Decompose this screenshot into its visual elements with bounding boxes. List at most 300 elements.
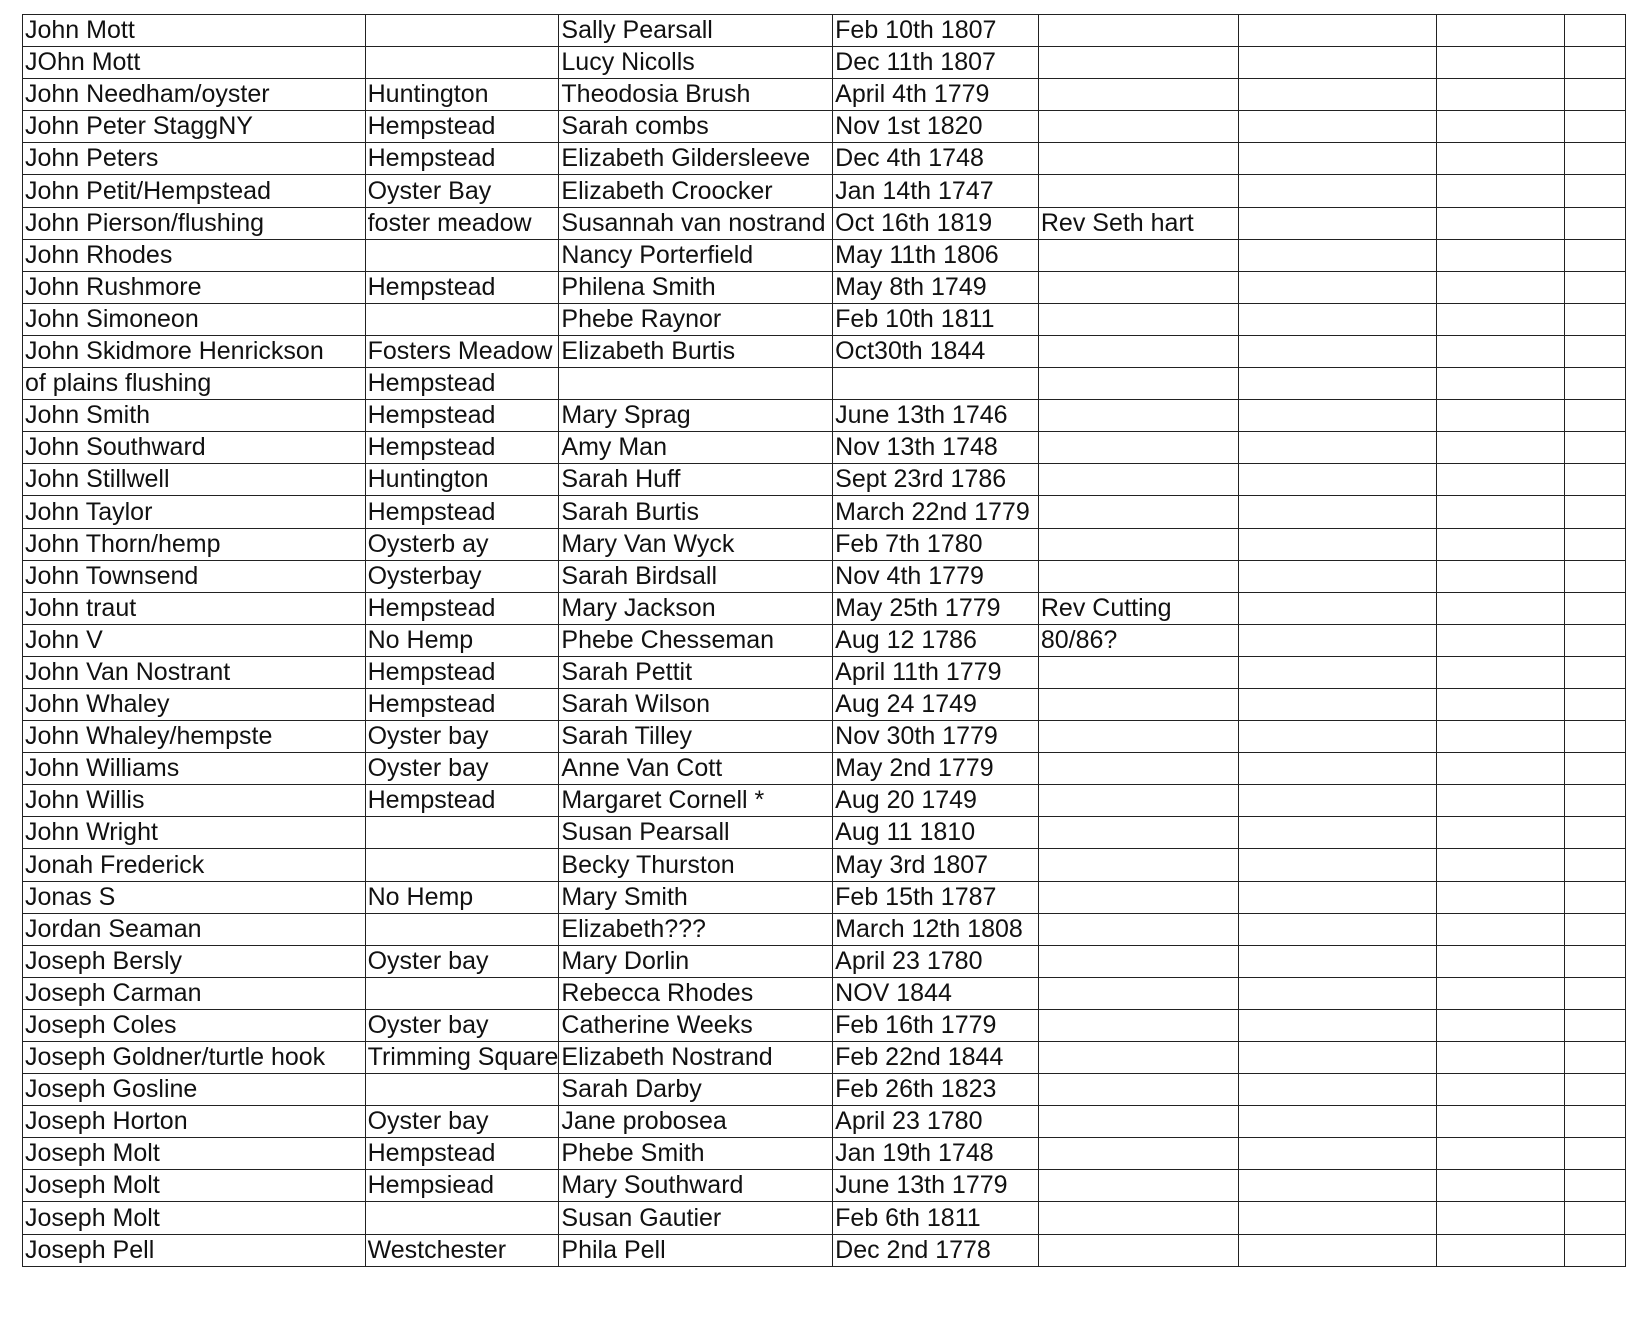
cell-note: [1038, 175, 1238, 207]
cell-extra-2: [1437, 239, 1565, 271]
cell-extra-1: [1239, 945, 1437, 977]
cell-extra-3: [1564, 945, 1625, 977]
cell-date: March 12th 1808: [833, 913, 1039, 945]
cell-spouse: Theodosia Brush: [559, 79, 833, 111]
cell-extra-3: [1564, 881, 1625, 913]
cell-extra-3: [1564, 1170, 1625, 1202]
cell-extra-3: [1564, 496, 1625, 528]
cell-note: [1038, 400, 1238, 432]
cell-extra-3: [1564, 817, 1625, 849]
cell-place: Hempstead: [365, 656, 559, 688]
cell-note: 80/86?: [1038, 624, 1238, 656]
cell-extra-1: [1239, 881, 1437, 913]
cell-extra-1: [1239, 271, 1437, 303]
cell-extra-1: [1239, 1074, 1437, 1106]
cell-extra-2: [1437, 303, 1565, 335]
cell-place: Hempstead: [365, 271, 559, 303]
cell-extra-1: [1239, 624, 1437, 656]
cell-name: Joseph Goldner/turtle hook: [23, 1042, 366, 1074]
cell-extra-1: [1239, 1009, 1437, 1041]
table-row: [23, 753, 1626, 785]
cell-extra-2: [1437, 753, 1565, 785]
cell-spouse: Elizabeth???: [559, 913, 833, 945]
cell-place: [365, 15, 559, 47]
cell-name: John traut: [23, 592, 366, 624]
table-row: [23, 143, 1626, 175]
table-row: [23, 592, 1626, 624]
cell-place: Oysterb ay: [365, 528, 559, 560]
cell-name: John Simoneon: [23, 303, 366, 335]
cell-name: John Thorn/hemp: [23, 528, 366, 560]
cell-place: foster meadow: [365, 207, 559, 239]
cell-extra-1: [1239, 79, 1437, 111]
cell-date: April 23 1780: [833, 1106, 1039, 1138]
cell-date: Feb 15th 1787: [833, 881, 1039, 913]
cell-spouse: Sarah Huff: [559, 464, 833, 496]
table-row: [23, 1234, 1626, 1266]
cell-extra-3: [1564, 239, 1625, 271]
cell-extra-3: [1564, 688, 1625, 720]
cell-place: Hempstead: [365, 143, 559, 175]
cell-extra-1: [1239, 1170, 1437, 1202]
cell-place: Oyster bay: [365, 1106, 559, 1138]
cell-name: Joseph Coles: [23, 1009, 366, 1041]
cell-name: Joseph Horton: [23, 1106, 366, 1138]
cell-place: [365, 239, 559, 271]
table-row: [23, 945, 1626, 977]
cell-spouse: Sarah combs: [559, 111, 833, 143]
cell-extra-3: [1564, 1138, 1625, 1170]
cell-name: Joseph Molt: [23, 1202, 366, 1234]
cell-extra-1: [1239, 560, 1437, 592]
cell-extra-1: [1239, 1138, 1437, 1170]
cell-name: Jonas S: [23, 881, 366, 913]
cell-date: Dec 2nd 1778: [833, 1234, 1039, 1266]
table-row: [23, 239, 1626, 271]
cell-place: Hempstead: [365, 400, 559, 432]
cell-date: Nov 13th 1748: [833, 432, 1039, 464]
cell-date: Dec 11th 1807: [833, 47, 1039, 79]
cell-spouse: Philena Smith: [559, 271, 833, 303]
cell-extra-3: [1564, 143, 1625, 175]
cell-spouse: Margaret Cornell *: [559, 785, 833, 817]
cell-note: [1038, 1234, 1238, 1266]
cell-note: [1038, 721, 1238, 753]
cell-name: John Mott: [23, 15, 366, 47]
cell-place: Hempstead: [365, 688, 559, 720]
cell-extra-3: [1564, 656, 1625, 688]
cell-name: JOhn Mott: [23, 47, 366, 79]
cell-extra-1: [1239, 303, 1437, 335]
cell-spouse: Mary Smith: [559, 881, 833, 913]
cell-note: [1038, 688, 1238, 720]
cell-extra-2: [1437, 560, 1565, 592]
table-row: [23, 368, 1626, 400]
table-row: [23, 1009, 1626, 1041]
cell-name: John Williams: [23, 753, 366, 785]
cell-extra-2: [1437, 432, 1565, 464]
cell-date: Feb 16th 1779: [833, 1009, 1039, 1041]
cell-date: April 23 1780: [833, 945, 1039, 977]
cell-note: [1038, 15, 1238, 47]
cell-place: Hempstead: [365, 111, 559, 143]
table-row: [23, 528, 1626, 560]
table-row: [23, 432, 1626, 464]
cell-place: Fosters Meadow: [365, 335, 559, 367]
cell-date: Dec 4th 1748: [833, 143, 1039, 175]
cell-place: [365, 849, 559, 881]
table-row: [23, 207, 1626, 239]
cell-extra-1: [1239, 207, 1437, 239]
cell-note: [1038, 271, 1238, 303]
cell-name: John Taylor: [23, 496, 366, 528]
cell-note: [1038, 656, 1238, 688]
cell-extra-2: [1437, 624, 1565, 656]
cell-extra-1: [1239, 817, 1437, 849]
cell-date: [833, 368, 1039, 400]
cell-note: [1038, 303, 1238, 335]
cell-note: [1038, 817, 1238, 849]
cell-name: Joseph Bersly: [23, 945, 366, 977]
cell-note: [1038, 977, 1238, 1009]
cell-date: Jan 19th 1748: [833, 1138, 1039, 1170]
cell-name: John Townsend: [23, 560, 366, 592]
cell-spouse: Elizabeth Nostrand: [559, 1042, 833, 1074]
cell-extra-1: [1239, 1042, 1437, 1074]
table-row: [23, 560, 1626, 592]
cell-place: [365, 977, 559, 1009]
cell-extra-2: [1437, 785, 1565, 817]
cell-spouse: Mary Jackson: [559, 592, 833, 624]
cell-date: Nov 1st 1820: [833, 111, 1039, 143]
cell-name: Joseph Molt: [23, 1138, 366, 1170]
cell-date: Feb 10th 1807: [833, 15, 1039, 47]
cell-place: Huntington: [365, 464, 559, 496]
cell-extra-1: [1239, 849, 1437, 881]
cell-note: [1038, 335, 1238, 367]
cell-date: May 2nd 1779: [833, 753, 1039, 785]
cell-place: [365, 1202, 559, 1234]
cell-extra-2: [1437, 207, 1565, 239]
cell-extra-3: [1564, 913, 1625, 945]
cell-extra-1: [1239, 1202, 1437, 1234]
cell-extra-2: [1437, 1202, 1565, 1234]
cell-name: John Whaley/hempste: [23, 721, 366, 753]
records-table: [22, 14, 1626, 1267]
cell-place: Hempstead: [365, 785, 559, 817]
cell-date: Nov 30th 1779: [833, 721, 1039, 753]
cell-note: [1038, 945, 1238, 977]
cell-extra-3: [1564, 1074, 1625, 1106]
table-row: [23, 464, 1626, 496]
table-row: [23, 79, 1626, 111]
table-row: [23, 1074, 1626, 1106]
cell-extra-3: [1564, 15, 1625, 47]
cell-spouse: Sarah Tilley: [559, 721, 833, 753]
table-row: [23, 721, 1626, 753]
cell-note: [1038, 1042, 1238, 1074]
cell-extra-1: [1239, 47, 1437, 79]
cell-extra-3: [1564, 1106, 1625, 1138]
cell-place: [365, 913, 559, 945]
cell-extra-1: [1239, 143, 1437, 175]
cell-extra-1: [1239, 753, 1437, 785]
cell-extra-2: [1437, 143, 1565, 175]
cell-note: [1038, 239, 1238, 271]
table-row: [23, 1138, 1626, 1170]
cell-extra-1: [1239, 432, 1437, 464]
cell-extra-2: [1437, 464, 1565, 496]
cell-spouse: Lucy Nicolls: [559, 47, 833, 79]
cell-extra-2: [1437, 47, 1565, 79]
cell-spouse: Sally Pearsall: [559, 15, 833, 47]
cell-extra-3: [1564, 528, 1625, 560]
cell-spouse: Becky Thurston: [559, 849, 833, 881]
cell-extra-2: [1437, 400, 1565, 432]
cell-place: [365, 303, 559, 335]
cell-extra-3: [1564, 175, 1625, 207]
cell-name: John Needham/oyster: [23, 79, 366, 111]
cell-spouse: Sarah Darby: [559, 1074, 833, 1106]
cell-extra-3: [1564, 721, 1625, 753]
cell-name: John Whaley: [23, 688, 366, 720]
cell-extra-1: [1239, 111, 1437, 143]
cell-extra-3: [1564, 753, 1625, 785]
cell-extra-2: [1437, 945, 1565, 977]
cell-date: June 13th 1779: [833, 1170, 1039, 1202]
cell-extra-1: [1239, 464, 1437, 496]
cell-name: Jordan Seaman: [23, 913, 366, 945]
cell-spouse: Phebe Chesseman: [559, 624, 833, 656]
cell-extra-3: [1564, 368, 1625, 400]
cell-extra-3: [1564, 1234, 1625, 1266]
cell-note: Rev Seth hart: [1038, 207, 1238, 239]
cell-spouse: Elizabeth Burtis: [559, 335, 833, 367]
cell-extra-2: [1437, 368, 1565, 400]
cell-extra-3: [1564, 592, 1625, 624]
cell-place: Oyster bay: [365, 721, 559, 753]
table-row: [23, 1106, 1626, 1138]
table-row: [23, 881, 1626, 913]
cell-spouse: [559, 368, 833, 400]
cell-spouse: Mary Dorlin: [559, 945, 833, 977]
cell-extra-2: [1437, 849, 1565, 881]
cell-spouse: Elizabeth Gildersleeve: [559, 143, 833, 175]
cell-name: John Pierson/flushing: [23, 207, 366, 239]
table-row: [23, 15, 1626, 47]
cell-date: May 3rd 1807: [833, 849, 1039, 881]
cell-note: [1038, 753, 1238, 785]
cell-place: Oyster Bay: [365, 175, 559, 207]
table-row: [23, 1170, 1626, 1202]
cell-spouse: Susannah van nostrand: [559, 207, 833, 239]
table-row: [23, 977, 1626, 1009]
cell-date: Feb 10th 1811: [833, 303, 1039, 335]
cell-spouse: Nancy Porterfield: [559, 239, 833, 271]
table-row: [23, 47, 1626, 79]
cell-extra-2: [1437, 335, 1565, 367]
cell-extra-2: [1437, 1106, 1565, 1138]
cell-extra-3: [1564, 1042, 1625, 1074]
cell-extra-1: [1239, 592, 1437, 624]
cell-place: Hempstead: [365, 1138, 559, 1170]
cell-extra-2: [1437, 656, 1565, 688]
cell-date: May 11th 1806: [833, 239, 1039, 271]
cell-spouse: Jane probosea: [559, 1106, 833, 1138]
cell-name: John Van Nostrant: [23, 656, 366, 688]
cell-name: John Peters: [23, 143, 366, 175]
cell-date: Aug 11 1810: [833, 817, 1039, 849]
cell-spouse: Elizabeth Croocker: [559, 175, 833, 207]
cell-date: May 25th 1779: [833, 592, 1039, 624]
cell-note: [1038, 1009, 1238, 1041]
cell-extra-3: [1564, 207, 1625, 239]
cell-note: [1038, 1074, 1238, 1106]
cell-extra-1: [1239, 785, 1437, 817]
cell-extra-2: [1437, 1009, 1565, 1041]
cell-date: Nov 4th 1779: [833, 560, 1039, 592]
cell-extra-2: [1437, 111, 1565, 143]
cell-extra-1: [1239, 15, 1437, 47]
cell-place: [365, 1074, 559, 1106]
cell-extra-1: [1239, 496, 1437, 528]
table-row: [23, 785, 1626, 817]
cell-place: Hempstead: [365, 592, 559, 624]
cell-date: Feb 6th 1811: [833, 1202, 1039, 1234]
cell-place: Trimming Square: [365, 1042, 559, 1074]
cell-spouse: Sarah Pettit: [559, 656, 833, 688]
cell-note: [1038, 47, 1238, 79]
cell-spouse: Sarah Birdsall: [559, 560, 833, 592]
cell-extra-3: [1564, 977, 1625, 1009]
cell-date: Feb 26th 1823: [833, 1074, 1039, 1106]
cell-extra-1: [1239, 656, 1437, 688]
cell-spouse: Phebe Smith: [559, 1138, 833, 1170]
cell-extra-3: [1564, 47, 1625, 79]
table-row: [23, 624, 1626, 656]
cell-spouse: Mary Van Wyck: [559, 528, 833, 560]
cell-place: Hempstead: [365, 368, 559, 400]
table-row: [23, 271, 1626, 303]
cell-spouse: Sarah Wilson: [559, 688, 833, 720]
cell-place: Hempstead: [365, 496, 559, 528]
cell-extra-3: [1564, 400, 1625, 432]
cell-name: John Rushmore: [23, 271, 366, 303]
cell-extra-3: [1564, 79, 1625, 111]
cell-date: April 11th 1779: [833, 656, 1039, 688]
cell-extra-2: [1437, 721, 1565, 753]
cell-extra-1: [1239, 368, 1437, 400]
cell-note: [1038, 528, 1238, 560]
cell-extra-2: [1437, 175, 1565, 207]
cell-spouse: Sarah Burtis: [559, 496, 833, 528]
table-row: [23, 849, 1626, 881]
cell-spouse: Phebe Raynor: [559, 303, 833, 335]
cell-place: Hempsiead: [365, 1170, 559, 1202]
cell-extra-2: [1437, 913, 1565, 945]
cell-extra-2: [1437, 79, 1565, 111]
cell-date: Oct30th 1844: [833, 335, 1039, 367]
cell-spouse: Phila Pell: [559, 1234, 833, 1266]
cell-extra-2: [1437, 15, 1565, 47]
cell-note: [1038, 464, 1238, 496]
cell-extra-2: [1437, 1074, 1565, 1106]
cell-extra-2: [1437, 496, 1565, 528]
cell-extra-1: [1239, 400, 1437, 432]
cell-spouse: Mary Southward: [559, 1170, 833, 1202]
cell-name: John Southward: [23, 432, 366, 464]
cell-name: John Willis: [23, 785, 366, 817]
cell-date: Sept 23rd 1786: [833, 464, 1039, 496]
cell-note: [1038, 368, 1238, 400]
cell-extra-2: [1437, 1170, 1565, 1202]
cell-note: [1038, 1202, 1238, 1234]
cell-place: No Hemp: [365, 881, 559, 913]
cell-place: Westchester: [365, 1234, 559, 1266]
cell-extra-3: [1564, 624, 1625, 656]
cell-date: April 4th 1779: [833, 79, 1039, 111]
cell-date: Aug 12 1786: [833, 624, 1039, 656]
cell-date: June 13th 1746: [833, 400, 1039, 432]
table-row: [23, 1202, 1626, 1234]
cell-extra-3: [1564, 1202, 1625, 1234]
table-row: [23, 656, 1626, 688]
cell-extra-2: [1437, 271, 1565, 303]
table-row: [23, 817, 1626, 849]
cell-date: Aug 24 1749: [833, 688, 1039, 720]
cell-note: [1038, 79, 1238, 111]
table-row: [23, 335, 1626, 367]
cell-note: [1038, 143, 1238, 175]
cell-note: [1038, 111, 1238, 143]
cell-extra-2: [1437, 1138, 1565, 1170]
cell-name: John Smith: [23, 400, 366, 432]
cell-extra-2: [1437, 881, 1565, 913]
cell-name: of plains flushing: [23, 368, 366, 400]
cell-extra-2: [1437, 977, 1565, 1009]
cell-note: Rev Cutting: [1038, 592, 1238, 624]
cell-extra-2: [1437, 817, 1565, 849]
table-row: [23, 303, 1626, 335]
cell-extra-3: [1564, 785, 1625, 817]
cell-note: [1038, 913, 1238, 945]
cell-place: Oyster bay: [365, 1009, 559, 1041]
table-row: [23, 400, 1626, 432]
cell-extra-3: [1564, 464, 1625, 496]
cell-spouse: Rebecca Rhodes: [559, 977, 833, 1009]
cell-spouse: Mary Sprag: [559, 400, 833, 432]
cell-note: [1038, 432, 1238, 464]
cell-extra-1: [1239, 688, 1437, 720]
cell-note: [1038, 560, 1238, 592]
cell-note: [1038, 496, 1238, 528]
cell-spouse: Anne Van Cott: [559, 753, 833, 785]
records-table-body: [23, 15, 1626, 1267]
cell-note: [1038, 881, 1238, 913]
cell-place: Hempstead: [365, 432, 559, 464]
cell-note: [1038, 785, 1238, 817]
cell-place: Oysterbay: [365, 560, 559, 592]
cell-extra-2: [1437, 592, 1565, 624]
cell-extra-3: [1564, 1009, 1625, 1041]
cell-name: John V: [23, 624, 366, 656]
cell-date: May 8th 1749: [833, 271, 1039, 303]
cell-date: Aug 20 1749: [833, 785, 1039, 817]
cell-name: John Rhodes: [23, 239, 366, 271]
cell-date: March 22nd 1779: [833, 496, 1039, 528]
cell-extra-3: [1564, 335, 1625, 367]
cell-note: [1038, 1138, 1238, 1170]
